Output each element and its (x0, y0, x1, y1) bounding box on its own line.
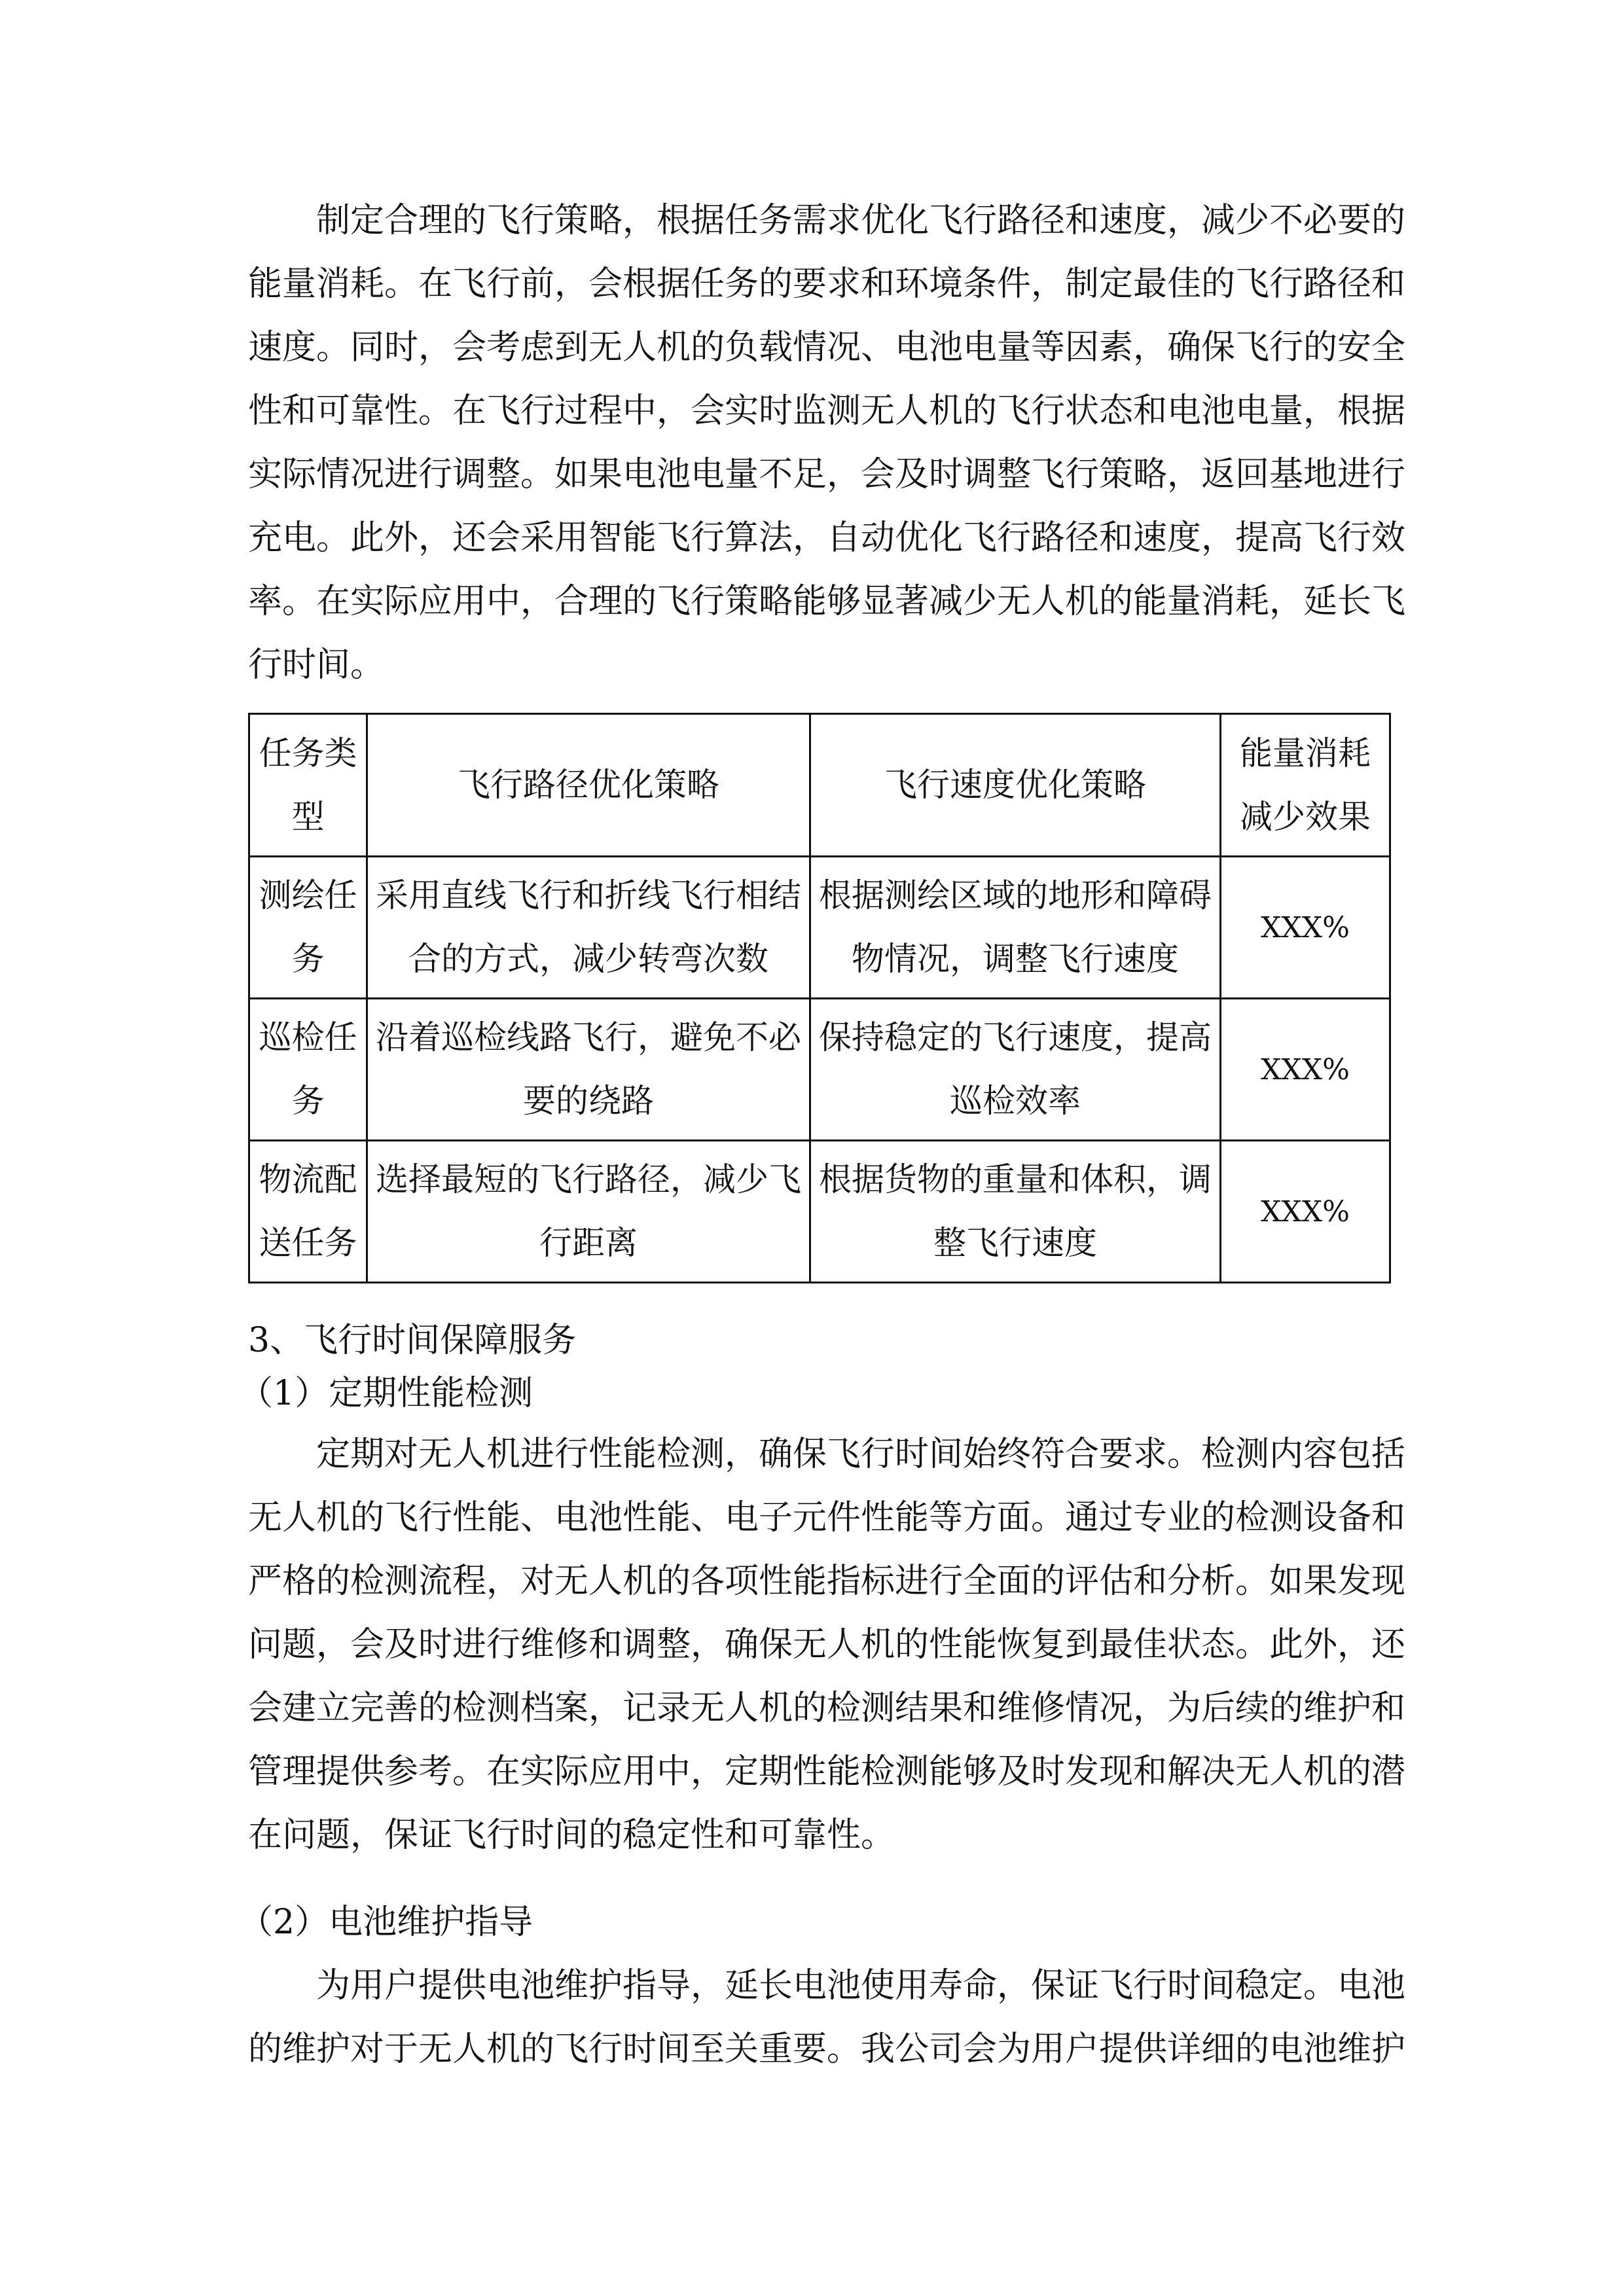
paragraph-performance-check (248, 1423, 1406, 1867)
text-line: 管理提供参考。在实际应用中，定期性能检测能够及时发现和解决无人机的潜 (248, 1752, 1406, 1791)
energy-reduction-cell: XXX% (1221, 1141, 1390, 1283)
subsection-heading-performance-check: （1）定期性能检测 (239, 1374, 533, 1413)
table-row (249, 999, 1390, 1141)
path-strategy-cell: 选择最短的飞行路径，减少飞行距离 (367, 1141, 810, 1283)
text-line: 充电。此外，还会采用智能飞行算法，自动优化飞行路径和速度，提高飞行效 (248, 518, 1406, 558)
table-row (249, 857, 1390, 999)
speed-strategy-cell: 根据测绘区域的地形和障碍物情况，调整飞行速度 (810, 857, 1221, 999)
speed-strategy-cell: 根据货物的重量和体积，调整飞行速度 (810, 1141, 1221, 1283)
section-heading: 3、飞行时间保障服务 (248, 1321, 577, 1360)
table-row (249, 1141, 1390, 1283)
paragraph-battery-maintenance (248, 1954, 1406, 2081)
subsection-heading-battery-maintenance: （2）电池维护指导 (239, 1903, 533, 1942)
task-type-cell: 巡检任务 (249, 999, 367, 1141)
text-line: 能量消耗。在飞行前，会根据任务的要求和环境条件，制定最佳的飞行路径和 (248, 264, 1406, 304)
text-line: 无人机的飞行性能、电池性能、电子元件性能等方面。通过专业的检测设备和 (248, 1498, 1406, 1537)
text-line: 会建立完善的检测档案，记录无人机的检测结果和维修情况，为后续的维护和 (248, 1689, 1406, 1728)
table-header-row (249, 714, 1390, 857)
speed-strategy-cell: 保持稳定的飞行速度，提高巡检效率 (810, 999, 1221, 1141)
text-line: 的维护对于无人机的飞行时间至关重要。我公司会为用户提供详细的电池维护 (248, 2030, 1406, 2069)
text-line: 在问题，保证飞行时间的稳定性和可靠性。 (248, 1816, 895, 1855)
header-speed-strategy: 飞行速度优化策略 (810, 714, 1221, 857)
energy-reduction-cell: XXX% (1221, 999, 1390, 1141)
text-line: 实际情况进行调整。如果电池电量不足，会及时调整飞行策略，返回基地进行 (248, 455, 1406, 494)
paragraph-flight-strategy (248, 189, 1406, 697)
energy-reduction-cell: XXX% (1221, 857, 1390, 999)
path-strategy-cell: 沿着巡检线路飞行，避免不必要的绕路 (367, 999, 810, 1141)
text-line: 严格的检测流程，对无人机的各项性能指标进行全面的评估和分析。如果发现 (248, 1562, 1406, 1601)
header-energy-reduction: 能量消耗减少效果 (1221, 714, 1390, 857)
header-path-strategy: 飞行路径优化策略 (367, 714, 810, 857)
task-type-cell: 测绘任务 (249, 857, 367, 999)
text-line: 性和可靠性。在飞行过程中，会实时监测无人机的飞行状态和电池电量，根据 (248, 391, 1406, 431)
text-line: 制定合理的飞行策略，根据任务需求优化飞行路径和速度，减少不必要的 (316, 201, 1406, 240)
text-line: 为用户提供电池维护指导，延长电池使用寿命，保证飞行时间稳定。电池 (316, 1966, 1406, 2005)
text-line: 问题，会及时进行维修和调整，确保无人机的性能恢复到最佳状态。此外，还 (248, 1625, 1406, 1664)
task-type-cell: 物流配送任务 (249, 1141, 367, 1283)
text-line: 速度。同时，会考虑到无人机的负载情况、电池电量等因素，确保飞行的安全 (248, 328, 1406, 367)
header-task-type: 任务类型 (249, 714, 367, 857)
text-line: 行时间。 (248, 645, 385, 685)
text-line: 率。在实际应用中，合理的飞行策略能够显著减少无人机的能量消耗，延长飞 (248, 582, 1406, 621)
strategy-table (248, 713, 1391, 1283)
path-strategy-cell: 采用直线飞行和折线飞行相结合的方式，减少转弯次数 (367, 857, 810, 999)
text-line: 定期对无人机进行性能检测，确保飞行时间始终符合要求。检测内容包括 (316, 1435, 1406, 1474)
